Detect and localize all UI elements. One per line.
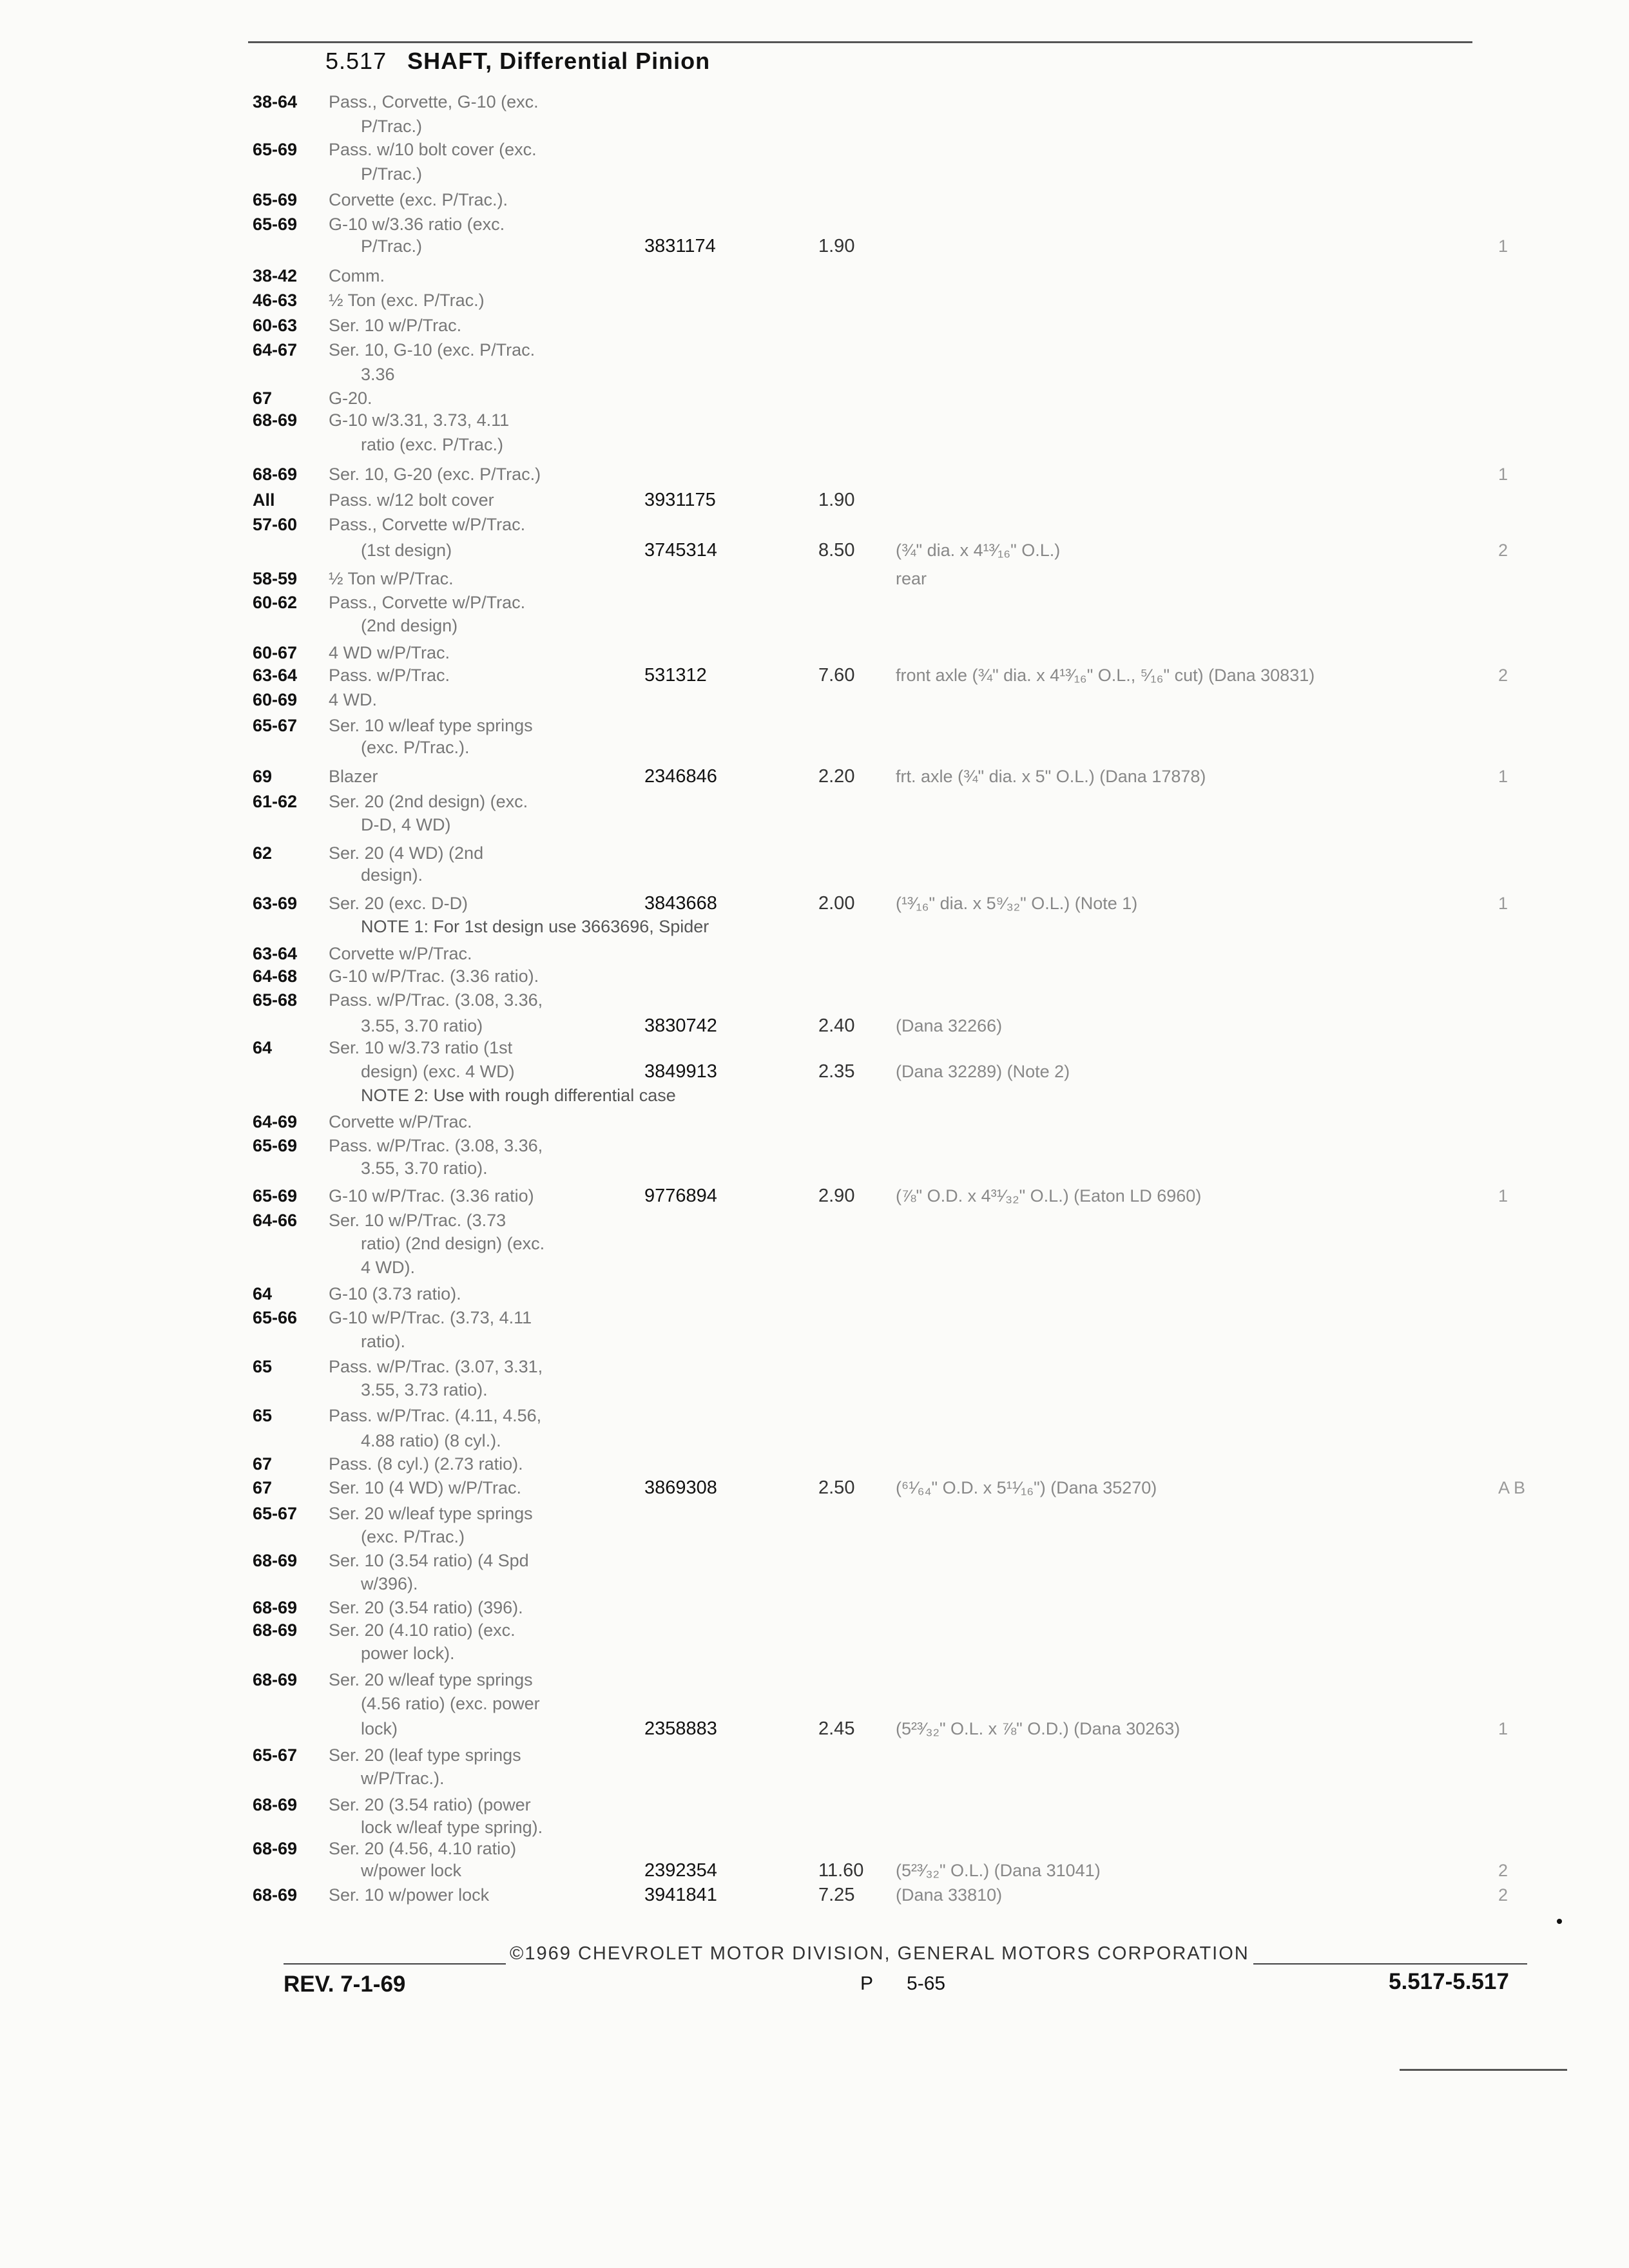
table-row bbox=[0, 714, 1629, 737]
application-text: P/Trac.) bbox=[361, 164, 423, 184]
table-row bbox=[0, 539, 1629, 562]
application-text: D-D, 4 WD) bbox=[361, 815, 451, 834]
application-text: Pass. w/P/Trac. (3.08, 3.36, bbox=[329, 990, 543, 1010]
top-rule bbox=[248, 41, 1472, 43]
model-years: 64-69 bbox=[253, 1112, 298, 1131]
application-text: design) (exc. 4 WD) bbox=[361, 1062, 515, 1081]
table-row bbox=[0, 688, 1629, 711]
table-row bbox=[0, 863, 1629, 887]
application-text: Ser. 20 (exc. D-D) bbox=[329, 894, 468, 913]
application-text: Ser. 20 (4.10 ratio) (exc. bbox=[329, 1620, 516, 1640]
application-text: 4 WD. bbox=[329, 690, 378, 709]
price: 1.90 bbox=[818, 490, 855, 510]
table-row bbox=[0, 1134, 1629, 1157]
application-text: w/power lock bbox=[361, 1861, 462, 1880]
application-text: ratio (exc. P/Trac.) bbox=[361, 435, 504, 454]
table-row bbox=[0, 188, 1629, 211]
model-years: 68-69 bbox=[253, 465, 298, 484]
model-years: 68-69 bbox=[253, 1551, 298, 1570]
table-row bbox=[0, 1404, 1629, 1427]
table-row bbox=[0, 463, 1629, 486]
part-number: 3849913 bbox=[644, 1061, 717, 1082]
page-reference bbox=[860, 1973, 945, 1995]
table-row bbox=[0, 1767, 1629, 1790]
table-row bbox=[0, 1355, 1629, 1378]
application-text: ½ Ton w/P/Trac. bbox=[329, 569, 454, 588]
model-years: 62 bbox=[253, 843, 273, 863]
table-row bbox=[0, 915, 1629, 938]
model-years: 63-64 bbox=[253, 944, 298, 963]
model-years: 65-69 bbox=[253, 1186, 298, 1206]
table-row bbox=[0, 314, 1629, 337]
table-row bbox=[0, 567, 1629, 590]
table-row bbox=[0, 664, 1629, 687]
application-text: Ser. 20 (4 WD) (2nd bbox=[329, 843, 484, 863]
application-text: Ser. 20 (2nd design) (exc. bbox=[329, 792, 528, 811]
part-number: 3831174 bbox=[644, 236, 716, 256]
quantity: 1 bbox=[1498, 465, 1509, 484]
model-years: All bbox=[253, 490, 275, 510]
model-years: 60-62 bbox=[253, 593, 298, 612]
model-years: 65-69 bbox=[253, 190, 298, 209]
application-text: Pass. w/10 bolt cover (exc. bbox=[329, 140, 537, 159]
application-text: Ser. 10, G-10 (exc. P/Trac. bbox=[329, 340, 535, 360]
application-text: 4 WD). bbox=[361, 1258, 415, 1277]
application-text: (exc. P/Trac.) bbox=[361, 1527, 465, 1546]
quantity: 1 bbox=[1498, 894, 1509, 913]
application-text: ratio). bbox=[361, 1332, 406, 1351]
model-years: 38-64 bbox=[253, 92, 298, 111]
application-text: NOTE 2: Use with rough differential case bbox=[361, 1086, 676, 1105]
price: 1.90 bbox=[818, 236, 855, 256]
table-row bbox=[0, 965, 1629, 988]
price: 7.60 bbox=[818, 665, 855, 686]
part-number: 531312 bbox=[644, 665, 707, 686]
table-row bbox=[0, 1209, 1629, 1232]
application-text: G-10 w/P/Trac. (3.36 ratio) bbox=[329, 1186, 534, 1206]
table-row bbox=[0, 1232, 1629, 1255]
table-row bbox=[0, 90, 1629, 113]
application-text: Pass. w/P/Trac. bbox=[329, 666, 450, 685]
table-row bbox=[0, 1883, 1629, 1907]
revision-date: REV. 7-1-69 bbox=[284, 1972, 406, 1997]
application-text: Ser. 10 w/P/Trac. bbox=[329, 316, 462, 335]
part-description: (⁶¹⁄₆₄" O.D. x 5¹¹⁄₁₆") (Dana 35270) bbox=[896, 1478, 1157, 1497]
part-description: (5²³⁄₃₂" O.L. x ⅞" O.D.) (Dana 30263) bbox=[896, 1719, 1181, 1738]
price: 7.25 bbox=[818, 1885, 855, 1905]
model-years: 65-67 bbox=[253, 716, 298, 735]
table-row bbox=[0, 591, 1629, 614]
application-text: Ser. 20 w/leaf type springs bbox=[329, 1670, 533, 1689]
quantity: 2 bbox=[1498, 541, 1509, 560]
table-row bbox=[0, 1668, 1629, 1691]
application-text: w/P/Trac.). bbox=[361, 1769, 445, 1788]
model-years: 64-67 bbox=[253, 340, 298, 360]
price: 2.40 bbox=[818, 1015, 855, 1036]
application-text: Ser. 10 w/3.73 ratio (1st bbox=[329, 1038, 513, 1057]
application-text: Pass., Corvette, G-10 (exc. bbox=[329, 92, 539, 111]
model-years: 64-66 bbox=[253, 1211, 298, 1230]
model-years: 61-62 bbox=[253, 792, 298, 811]
application-text: NOTE 1: For 1st design use 3663696, Spider bbox=[361, 917, 709, 936]
price: 2.35 bbox=[818, 1061, 855, 1082]
price: 2.45 bbox=[818, 1718, 855, 1739]
part-number: 2346846 bbox=[644, 766, 717, 787]
application-text: Corvette w/P/Trac. bbox=[329, 1112, 472, 1131]
application-text: Ser. 10 w/power lock bbox=[329, 1885, 490, 1905]
application-text: P/Trac.) bbox=[361, 236, 423, 256]
quantity: 1 bbox=[1498, 1719, 1509, 1738]
table-row bbox=[0, 813, 1629, 836]
application-text: G-20. bbox=[329, 389, 372, 408]
model-years: 68-69 bbox=[253, 1598, 298, 1617]
table-row bbox=[0, 235, 1629, 258]
table-row bbox=[0, 1642, 1629, 1665]
model-years: 68-69 bbox=[253, 1620, 298, 1640]
application-text: w/396). bbox=[361, 1574, 418, 1593]
application-text: G-10 (3.73 ratio). bbox=[329, 1284, 461, 1303]
model-years: 60-67 bbox=[253, 643, 298, 662]
table-row bbox=[0, 1859, 1629, 1882]
table-row bbox=[0, 1837, 1629, 1860]
part-description: front axle (¾" dia. x 4¹³⁄₁₆" O.L., ⁵⁄₁₆" cut) (Dana 30831) bbox=[896, 666, 1315, 685]
table-row bbox=[0, 1549, 1629, 1572]
margin-rule bbox=[1400, 2069, 1567, 2071]
table-row bbox=[0, 1525, 1629, 1548]
application-text: lock) bbox=[361, 1719, 398, 1738]
application-text: 4.88 ratio) (8 cyl.). bbox=[361, 1431, 501, 1450]
quantity: A B bbox=[1498, 1478, 1526, 1497]
table-row bbox=[0, 765, 1629, 788]
application-text: Ser. 20 (3.54 ratio) (power bbox=[329, 1795, 531, 1814]
application-text: Pass. (8 cyl.) (2.73 ratio). bbox=[329, 1454, 523, 1474]
table-row bbox=[0, 338, 1629, 361]
price: 11.60 bbox=[818, 1860, 864, 1881]
table-row bbox=[0, 1184, 1629, 1207]
application-text: Ser. 20 w/leaf type springs bbox=[329, 1504, 533, 1523]
table-row bbox=[0, 162, 1629, 186]
application-text: Corvette w/P/Trac. bbox=[329, 944, 472, 963]
table-row bbox=[0, 138, 1629, 161]
table-row bbox=[0, 1502, 1629, 1525]
model-years: 38-42 bbox=[253, 266, 298, 285]
part-description: (Dana 32266) bbox=[896, 1016, 1003, 1035]
quantity: 2 bbox=[1498, 666, 1509, 685]
table-row bbox=[0, 513, 1629, 536]
application-text: Pass. w/P/Trac. (3.08, 3.36, bbox=[329, 1136, 543, 1155]
application-text: 4 WD w/P/Trac. bbox=[329, 643, 450, 662]
model-years: 65-69 bbox=[253, 140, 298, 159]
application-text: (exc. P/Trac.). bbox=[361, 738, 470, 757]
model-years: 63-69 bbox=[253, 894, 298, 913]
page-number: 5-65 bbox=[907, 1973, 946, 1994]
part-number: 3931175 bbox=[644, 490, 716, 510]
application-text: Ser. 10 (3.54 ratio) (4 Spd bbox=[329, 1551, 529, 1570]
table-row bbox=[0, 1060, 1629, 1083]
application-text: Corvette (exc. P/Trac.). bbox=[329, 190, 508, 209]
application-text: 3.36 bbox=[361, 365, 395, 384]
part-number: 9776894 bbox=[644, 1186, 717, 1206]
section-title: SHAFT, Differential Pinion bbox=[407, 48, 711, 74]
part-description: rear bbox=[896, 569, 927, 588]
model-years: 64-68 bbox=[253, 966, 298, 986]
model-years: 69 bbox=[253, 767, 273, 786]
table-row bbox=[0, 641, 1629, 664]
table-row bbox=[0, 387, 1629, 410]
part-description: (⅞" O.D. x 4³¹⁄₃₂" O.L.) (Eaton LD 6960) bbox=[896, 1186, 1202, 1206]
table-row bbox=[0, 841, 1629, 865]
application-text: G-10 w/P/Trac. (3.36 ratio). bbox=[329, 966, 539, 986]
table-row bbox=[0, 213, 1629, 236]
application-text: Ser. 10, G-20 (exc. P/Trac.) bbox=[329, 465, 541, 484]
table-row bbox=[0, 488, 1629, 512]
model-years: 46-63 bbox=[253, 291, 298, 310]
table-row bbox=[0, 1717, 1629, 1740]
part-description: frt. axle (¾" dia. x 5" O.L.) (Dana 17878) bbox=[896, 767, 1206, 786]
table-row bbox=[0, 1157, 1629, 1180]
table-row bbox=[0, 892, 1629, 915]
part-number: 3843668 bbox=[644, 893, 717, 914]
application-text: (2nd design) bbox=[361, 616, 458, 635]
table-row bbox=[0, 289, 1629, 312]
table-row bbox=[0, 614, 1629, 637]
model-years: 63-64 bbox=[253, 666, 298, 685]
table-row bbox=[0, 264, 1629, 287]
application-text: design). bbox=[361, 865, 423, 885]
application-text: (1st design) bbox=[361, 541, 452, 560]
table-row bbox=[0, 1476, 1629, 1499]
model-years: 68-69 bbox=[253, 1839, 298, 1858]
model-years: 65 bbox=[253, 1357, 273, 1376]
table-row bbox=[0, 1572, 1629, 1595]
quantity: 2 bbox=[1498, 1861, 1509, 1880]
table-row bbox=[0, 1744, 1629, 1767]
application-text: Ser. 20 (leaf type springs bbox=[329, 1745, 521, 1765]
application-text: Pass. w/P/Trac. (4.11, 4.56, bbox=[329, 1406, 542, 1425]
table-row bbox=[0, 1816, 1629, 1839]
part-description: (5²³⁄₃₂" O.L.) (Dana 31041) bbox=[896, 1861, 1101, 1880]
table-row bbox=[0, 408, 1629, 432]
model-years: 65-68 bbox=[253, 990, 298, 1010]
table-row bbox=[0, 1429, 1629, 1452]
model-years: 65 bbox=[253, 1406, 273, 1425]
model-years: 60-63 bbox=[253, 316, 298, 335]
quantity: 1 bbox=[1498, 236, 1509, 256]
price: 2.00 bbox=[818, 893, 855, 914]
table-row bbox=[0, 433, 1629, 456]
table-row bbox=[0, 1452, 1629, 1475]
table-row bbox=[0, 115, 1629, 138]
application-text: Pass., Corvette w/P/Trac. bbox=[329, 515, 526, 534]
application-text: Ser. 20 (4.56, 4.10 ratio) bbox=[329, 1839, 517, 1858]
copyright-notice: ©1969 CHEVROLET MOTOR DIVISION, GENERAL MOTORS CORPORATION bbox=[506, 1943, 1253, 1965]
application-text: Ser. 10 w/P/Trac. (3.73 bbox=[329, 1211, 506, 1230]
table-row bbox=[0, 1084, 1629, 1107]
application-text: Pass., Corvette w/P/Trac. bbox=[329, 593, 526, 612]
section-number: 5.517 bbox=[325, 48, 387, 74]
application-text: 3.55, 3.73 ratio). bbox=[361, 1380, 488, 1399]
application-text: Ser. 10 w/leaf type springs bbox=[329, 716, 533, 735]
model-years: 65-69 bbox=[253, 1136, 298, 1155]
part-description: (Dana 32289) (Note 2) bbox=[896, 1062, 1070, 1081]
price: 8.50 bbox=[818, 540, 855, 561]
ink-dot bbox=[1557, 1919, 1562, 1924]
part-description: (¹³⁄₁₆" dia. x 5⁹⁄₃₂" O.L.) (Note 1) bbox=[896, 894, 1138, 913]
model-years: 67 bbox=[253, 1478, 273, 1497]
application-text: Blazer bbox=[329, 767, 378, 786]
model-years: 67 bbox=[253, 1454, 273, 1474]
table-row bbox=[0, 942, 1629, 965]
model-years: 57-60 bbox=[253, 515, 298, 534]
model-years: 68-69 bbox=[253, 1885, 298, 1905]
application-text: power lock). bbox=[361, 1644, 455, 1663]
table-row bbox=[0, 736, 1629, 759]
model-years: 64 bbox=[253, 1284, 273, 1303]
table-row bbox=[0, 790, 1629, 813]
application-text: ½ Ton (exc. P/Trac.) bbox=[329, 291, 485, 310]
table-row bbox=[0, 1282, 1629, 1305]
table-row bbox=[0, 1330, 1629, 1353]
price: 2.90 bbox=[818, 1186, 855, 1206]
model-years: 67 bbox=[253, 389, 273, 408]
part-number: 2392354 bbox=[644, 1860, 717, 1881]
model-years: 60-69 bbox=[253, 690, 298, 709]
model-years: 68-69 bbox=[253, 1670, 298, 1689]
model-years: 65-67 bbox=[253, 1745, 298, 1765]
table-row bbox=[0, 1110, 1629, 1133]
application-text: 3.55, 3.70 ratio). bbox=[361, 1158, 488, 1178]
model-years: 65-66 bbox=[253, 1308, 298, 1327]
model-years: 64 bbox=[253, 1038, 273, 1057]
application-text: P/Trac.) bbox=[361, 117, 423, 136]
application-text: ratio) (2nd design) (exc. bbox=[361, 1234, 545, 1253]
part-number: 3745314 bbox=[644, 540, 717, 561]
application-text: lock w/leaf type spring). bbox=[361, 1818, 543, 1837]
table-row bbox=[0, 1256, 1629, 1279]
quantity: 1 bbox=[1498, 1186, 1509, 1206]
part-number: 2358883 bbox=[644, 1718, 717, 1739]
application-text: Pass. w/12 bolt cover bbox=[329, 490, 494, 510]
table-row bbox=[0, 1596, 1629, 1619]
model-years: 65-69 bbox=[253, 215, 298, 234]
part-number: 3941841 bbox=[644, 1885, 717, 1905]
application-text: (4.56 ratio) (exc. power bbox=[361, 1694, 540, 1713]
application-text: G-10 w/3.31, 3.73, 4.11 bbox=[329, 410, 510, 430]
part-description: (Dana 33810) bbox=[896, 1885, 1003, 1905]
table-row bbox=[0, 363, 1629, 386]
application-text: G-10 w/P/Trac. (3.73, 4.11 bbox=[329, 1308, 532, 1327]
part-number: 3830742 bbox=[644, 1015, 717, 1036]
table-row bbox=[0, 1036, 1629, 1059]
model-years: 68-69 bbox=[253, 410, 298, 430]
price: 2.50 bbox=[818, 1477, 855, 1498]
model-years: 58-59 bbox=[253, 569, 298, 588]
table-row bbox=[0, 1378, 1629, 1401]
application-text: Comm. bbox=[329, 266, 385, 285]
application-text: Ser. 20 (3.54 ratio) (396). bbox=[329, 1598, 523, 1617]
table-row bbox=[0, 1793, 1629, 1816]
page-letter: P bbox=[860, 1973, 874, 1994]
table-row bbox=[0, 1306, 1629, 1329]
model-years: 68-69 bbox=[253, 1795, 298, 1814]
part-number: 3869308 bbox=[644, 1477, 717, 1498]
application-text: G-10 w/3.36 ratio (exc. bbox=[329, 215, 505, 234]
application-text: Pass. w/P/Trac. (3.07, 3.31, bbox=[329, 1357, 543, 1376]
model-years: 65-67 bbox=[253, 1504, 298, 1523]
price: 2.20 bbox=[818, 766, 855, 787]
application-text: 3.55, 3.70 ratio) bbox=[361, 1016, 483, 1035]
quantity: 1 bbox=[1498, 767, 1509, 786]
table-row bbox=[0, 1014, 1629, 1037]
quantity: 2 bbox=[1498, 1885, 1509, 1905]
section-heading bbox=[325, 48, 710, 75]
application-text: Ser. 10 (4 WD) w/P/Trac. bbox=[329, 1478, 522, 1497]
table-row bbox=[0, 988, 1629, 1012]
part-description: (¾" dia. x 4¹³⁄₁₆" O.L.) bbox=[896, 541, 1061, 560]
table-row bbox=[0, 1619, 1629, 1642]
table-row bbox=[0, 1692, 1629, 1715]
section-range: 5.517-5.517 bbox=[1389, 1969, 1509, 1994]
